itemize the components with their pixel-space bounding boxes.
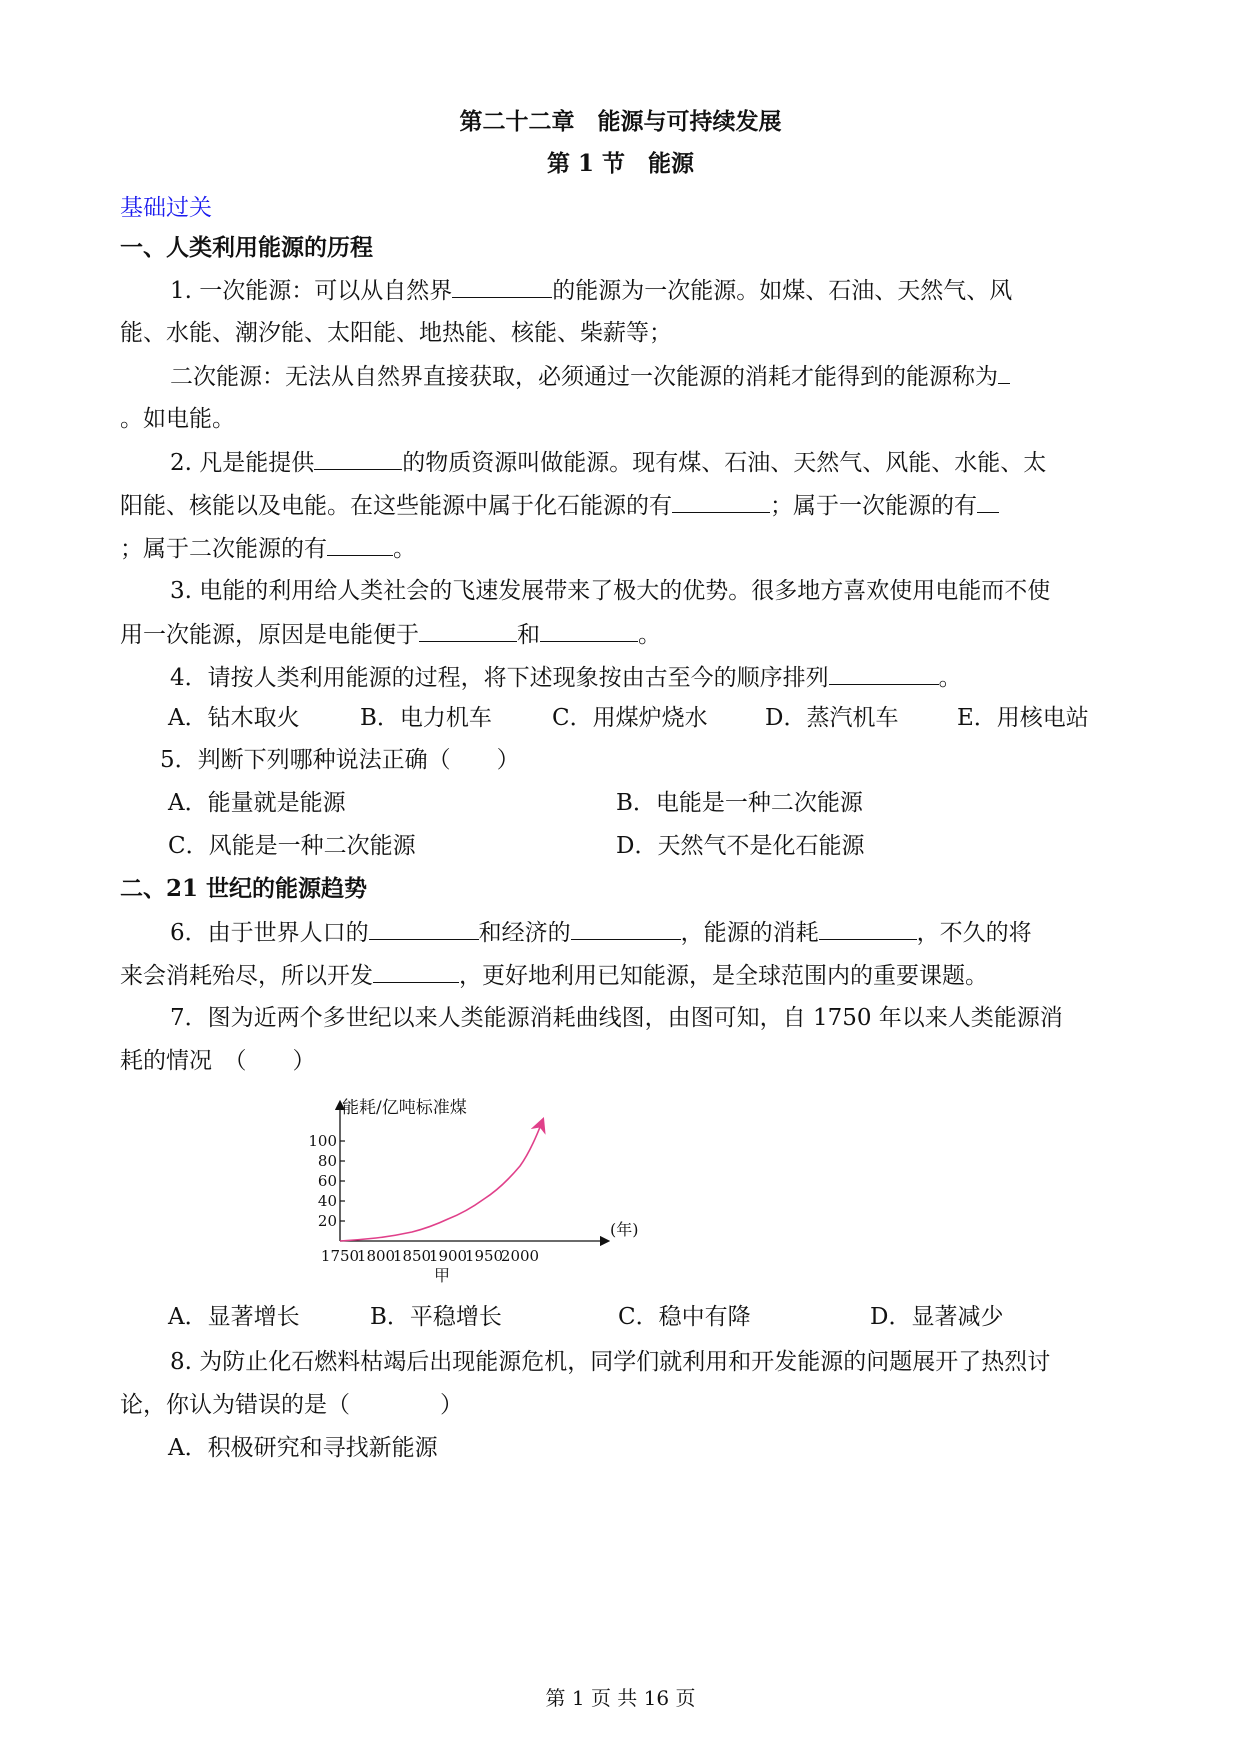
q1-blank-1[interactable] <box>452 275 552 298</box>
q2-text-f: 。 <box>393 536 416 562</box>
q5-option-b[interactable]: B．电能是一种二次能源 <box>616 790 863 816</box>
q5-option-c[interactable]: C．风能是一种二次能源 <box>168 833 416 859</box>
q4-blank-1[interactable] <box>829 662 939 685</box>
q7-paren-close: ） <box>292 1048 316 1074</box>
q3-text-b: 和 <box>517 622 540 648</box>
q4-line1 <box>170 662 962 693</box>
section-title: 第 1 节 能源 <box>546 150 695 177</box>
q8-paren-close: ） <box>440 1392 463 1418</box>
q5-option-a[interactable]: A．能量就是能源 <box>168 790 346 816</box>
q2-line3 <box>120 533 416 564</box>
chart-x-tick-label: 2000 <box>500 1247 540 1265</box>
chart-y-tick-label: 60 <box>317 1172 337 1190</box>
q5-stem <box>160 745 520 775</box>
q4-option-c[interactable]: C．用煤炉烧水 <box>552 705 708 731</box>
q6-text-f: ，更好地利用已知能源，是全球范围内的重要课题。 <box>459 963 988 989</box>
q3-blank-1[interactable] <box>419 619 517 642</box>
q1-blank-2[interactable] <box>998 361 1010 384</box>
chart-series <box>340 1123 542 1241</box>
q6-blank-4[interactable] <box>373 960 459 983</box>
page-footer: 第 1 页 共 16 页 <box>545 1686 696 1710</box>
chart-x-tick-label: 1900 <box>428 1247 468 1265</box>
q6-text-a: 6．由于世界人口的 <box>170 920 369 946</box>
q1-text-b: 的能源为一次能源。如煤、石油、天然气、风 <box>552 278 1013 304</box>
chart-y-axis-label: 能耗/亿吨标准煤 <box>342 1098 467 1118</box>
chapter-title: 第二十二章 能源与可持续发展 <box>459 108 782 135</box>
chart-ticks <box>308 1132 539 1265</box>
q4-option-e[interactable]: E．用核电站 <box>957 705 1089 731</box>
q2-blank-3[interactable] <box>977 490 999 513</box>
q8-line2 <box>120 1390 463 1420</box>
q6-text-c: ，能源的消耗 <box>680 920 819 946</box>
q1-line2: 能、水能、潮汐能、太阳能、地热能、核能、柴薪等； <box>120 320 672 346</box>
q2-text-a: 2. 凡是能提供 <box>170 450 315 476</box>
q8-text: 论，你认为错误的是（ <box>120 1392 350 1418</box>
chart-axes <box>340 1105 605 1241</box>
q6-blank-2[interactable] <box>571 917 681 940</box>
chart-x-tick-label: 1800 <box>356 1247 396 1265</box>
q3-blank-2[interactable] <box>540 619 638 642</box>
q7-line1: 7．图为近两个多世纪以来人类能源消耗曲线图，由图可知，自 1750 年以来人类能源消 <box>170 1005 1063 1031</box>
chart-y-tick-label: 20 <box>317 1212 337 1230</box>
q2-text-e: ；属于二次能源的有 <box>120 536 327 562</box>
energy-consumption-chart <box>308 1095 680 1305</box>
q8-line1: 8. 为防止化石燃料枯竭后出现能源危机，同学们就利用和开发能源的问题展开了热烈讨 <box>170 1349 1051 1375</box>
q6-line2 <box>120 960 988 991</box>
q5-paren-close: ） <box>496 747 520 773</box>
q3-line1: 3. 电能的利用给人类社会的飞速发展带来了极大的优势。很多地方喜欢使用电能而不使 <box>170 578 1051 604</box>
q8-option-a[interactable]: A．积极研究和寻找新能源 <box>168 1435 438 1461</box>
q7-option-c[interactable]: C．稳中有降 <box>618 1304 751 1330</box>
part2-title: 二、21 世纪的能源趋势 <box>120 875 368 902</box>
q6-text-e: 来会消耗殆尽，所以开发 <box>120 963 373 989</box>
q1-text-a: 1. 一次能源：可以从自然界 <box>170 278 453 304</box>
q2-text-c: 阳能、核能以及电能。在这些能源中属于化石能源的有 <box>120 493 672 519</box>
q4-text-b: 。 <box>938 665 962 691</box>
q1-line4: 。如电能。 <box>120 406 235 432</box>
q6-blank-1[interactable] <box>369 917 479 940</box>
chart-x-tick-label: 1950 <box>464 1247 504 1265</box>
q2-blank-4[interactable] <box>327 533 393 556</box>
q2-text-b: 的物质资源叫做能源。现有煤、石油、天然气、风能、水能、太 <box>402 450 1047 476</box>
part1-title: 一、人类利用能源的历程 <box>120 234 373 261</box>
q5-option-d[interactable]: D．天然气不是化石能源 <box>616 833 865 859</box>
q2-line1 <box>170 447 1046 478</box>
q2-blank-1[interactable] <box>314 447 402 470</box>
q7-line2 <box>120 1046 316 1076</box>
chart-x-tick-label: 1750 <box>320 1247 360 1265</box>
q3-line2 <box>120 619 661 650</box>
basic-section-label: 基础过关 <box>120 195 212 221</box>
q4-text-a: 4．请按人类利用能源的过程，将下述现象按由古至今的顺序排列 <box>170 665 829 691</box>
q5-text: 5．判断下列哪种说法正确（ <box>160 747 451 773</box>
q3-text-a: 用一次能源，原因是电能便于 <box>120 622 419 648</box>
q1-text-c: 二次能源：无法从自然界直接获取，必须通过一次能源的消耗才能得到的能源称为 <box>170 364 998 390</box>
q6-blank-3[interactable] <box>819 917 917 940</box>
q3-text-c: 。 <box>638 622 661 648</box>
q4-option-d[interactable]: D．蒸汽机车 <box>765 705 899 731</box>
chart-y-tick-label: 100 <box>308 1132 337 1150</box>
chart-x-axis-label: (年) <box>610 1220 639 1239</box>
chart-y-tick-label: 80 <box>317 1152 337 1170</box>
q2-blank-2[interactable] <box>672 490 770 513</box>
q7-option-d[interactable]: D．显著减少 <box>870 1304 1004 1330</box>
q2-text-d: ；属于一次能源的有 <box>770 493 977 519</box>
q6-line1 <box>170 917 1032 948</box>
q7-option-a[interactable]: A．显著增长 <box>168 1304 300 1330</box>
q7-text: 耗的情况 （ <box>120 1048 247 1074</box>
q2-line2 <box>120 490 999 521</box>
chart-y-tick-label: 40 <box>317 1192 337 1210</box>
q1-line1 <box>170 275 1012 306</box>
q6-text-b: 和经济的 <box>478 920 571 946</box>
q1-line3 <box>170 361 1010 392</box>
chart-x-tick-label: 1850 <box>392 1247 432 1265</box>
chart-caption: 甲 <box>433 1266 451 1285</box>
chart-series-line <box>340 1123 542 1241</box>
q6-text-d: ，不久的将 <box>916 920 1032 946</box>
q4-option-a[interactable]: A．钻木取火 <box>168 705 300 731</box>
q4-option-b[interactable]: B．电力机车 <box>360 705 492 731</box>
q7-option-b[interactable]: B．平稳增长 <box>370 1304 502 1330</box>
